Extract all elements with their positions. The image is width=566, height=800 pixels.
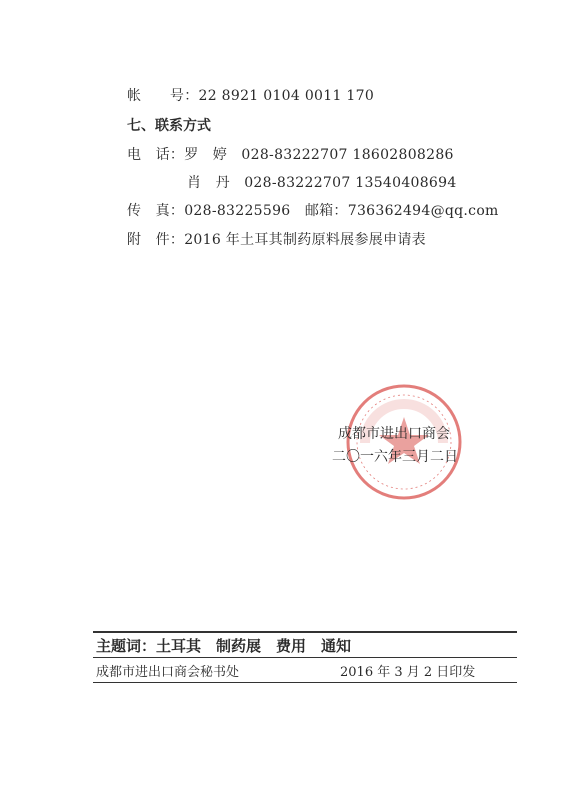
bottom-rule: [93, 682, 517, 683]
attachment-title: 2016 年土耳其制药原料展参展申请表: [184, 232, 426, 248]
contact-name-1: 罗 婷: [184, 147, 228, 163]
keywords-label: 主题词：: [96, 637, 157, 655]
signature-organization: 成都市进出口商会: [338, 426, 450, 442]
email-label: 邮箱：: [304, 203, 348, 219]
attachment-line: [127, 229, 426, 249]
account-number: 22 8921 0104 0011 170: [198, 88, 375, 104]
keywords-line: [96, 635, 351, 656]
top-rule: [93, 631, 517, 633]
contact-numbers-1: 028-83222707 18602808286: [241, 147, 454, 163]
phone-line-1: [127, 144, 454, 164]
contact-numbers-2: 028-83222707 13540408694: [244, 175, 457, 191]
account-line: [127, 85, 374, 105]
keywords-value: 土耳其 制药展 费用 通知: [156, 637, 352, 655]
fax-number: 028-83225596: [184, 203, 291, 219]
section-heading: 七、联系方式: [127, 118, 211, 134]
footer-date: 2016 年 3 月 2 日印发: [340, 665, 476, 680]
signature-date: 二〇一六年三月二日: [332, 449, 458, 465]
phone-line-2: [187, 172, 457, 192]
account-label: 帐 号：: [127, 88, 199, 104]
footer-issuer: 成都市进出口商会秘书处: [96, 665, 240, 680]
contact-name-2: 肖 丹: [187, 175, 230, 191]
middle-rule: [93, 657, 517, 658]
fax-line: [127, 200, 499, 220]
attachment-label: 附 件：: [127, 232, 185, 248]
email-address: 736362494@qq.com: [347, 203, 499, 219]
fax-label: 传 真：: [127, 203, 185, 219]
phone-label: 电 话：: [127, 147, 185, 163]
